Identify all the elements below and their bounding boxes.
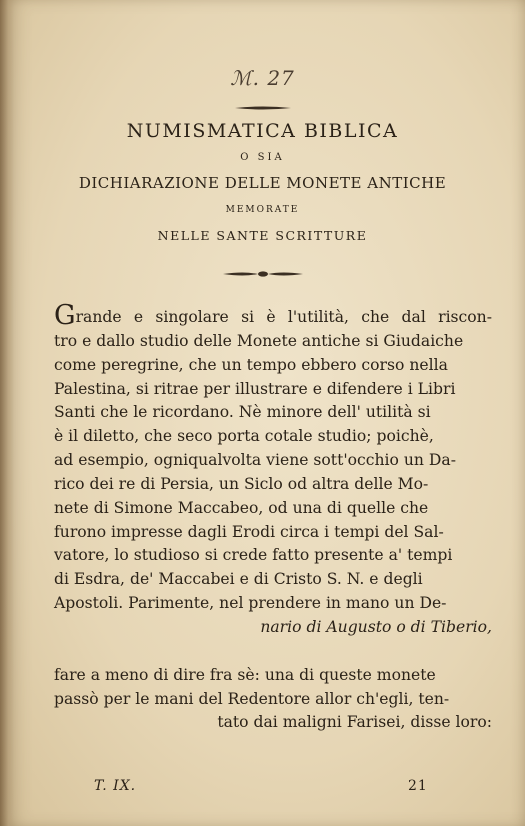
text-line: rico dei re di Persia, un Siclo od altra delle Mo-: [54, 474, 429, 493]
text-line: nete di Simone Maccabeo, od una di quelle che: [54, 498, 429, 517]
text-line: tro e dallo studio delle Monete antiche si Giudaiche: [54, 331, 464, 350]
text-line: passò per le mani del Redentore allor ch'egli, ten-: [54, 689, 450, 708]
text-line: fare a meno di dire fra sè: una di queste monete: [54, 665, 436, 684]
text-line: nario di Augusto o di Tiberio,: [260, 617, 492, 636]
page-number: 21: [408, 778, 428, 794]
text-line: furono impresse dagli Erodi circa i tempi del Sal-: [54, 522, 444, 541]
text-line: Palestina, si ritrae per illustrare e difendere i Libri: [54, 379, 456, 398]
text-line: [54, 735, 492, 759]
subtitle-connector: O SIA: [240, 152, 285, 163]
body-text: [54, 300, 492, 783]
subtitle-connector-2: MEMORATE: [225, 205, 300, 215]
text-line: [54, 640, 492, 664]
text-line: come peregrine, che un tempo ebbero corso nella: [54, 355, 448, 374]
text-line: Santi che le ricordano. Nè minore dell' utilità si: [54, 403, 431, 422]
dropcap: G: [54, 300, 76, 331]
signature-mark: T. IX.: [94, 778, 137, 794]
text-line: Apostoli. Parimente, nel prendere in mano un De-: [54, 594, 447, 613]
plate-number: ℳ. 27: [230, 66, 295, 90]
ornament-rule: [0, 263, 525, 282]
subtitle-line-1: DICHIARAZIONE DELLE MONETE ANTICHE: [78, 174, 447, 192]
text-line: G rande e singolare si è l'utilità, che dal riscon-: [54, 300, 492, 331]
text-line: vatore, lo studioso si crede fatto presente a' tempi: [54, 546, 453, 565]
page-title: NUMISMATICA BIBLICA: [126, 120, 399, 142]
text-line: tato dai maligni Farisei, disse loro:: [217, 713, 492, 732]
text-line: è il diletto, che seco porta cotale studio; poichè,: [54, 427, 434, 446]
text-line: di Esdra, de' Maccabei e di Cristo S. N. e degli: [54, 570, 423, 589]
small-ornament: [0, 96, 525, 115]
text-line: ad esempio, ogniqualvolta viene sott'occhio un Da-: [54, 451, 456, 470]
subtitle-line-2: NELLE SANTE SCRITTURE: [157, 228, 368, 243]
